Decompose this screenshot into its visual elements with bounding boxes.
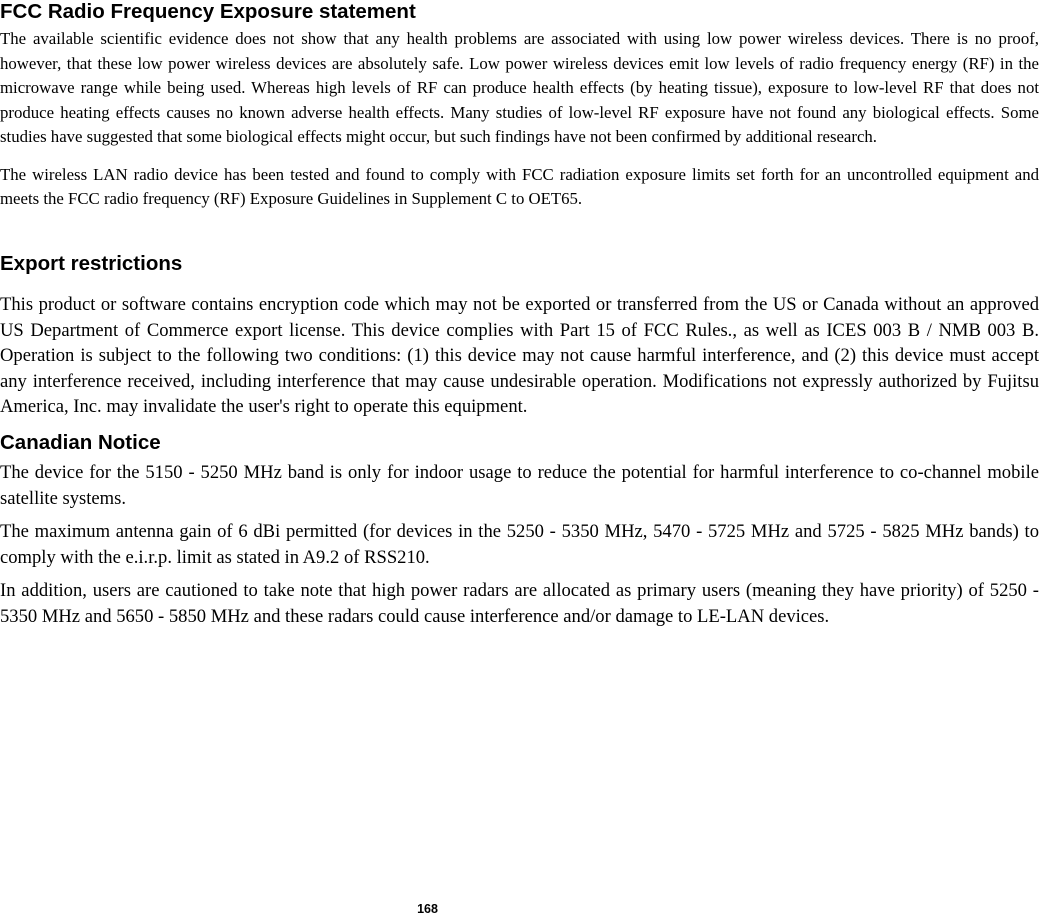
paragraph: The available scientific evidence does not show that any health problems are associated with using low power wireless devices. There is no proof, however, that these low power wireless devices are absolutely safe. Low power wireless devices emit low levels of radio frequency energy (RF) in the microwave range while being used. Whereas high levels of RF can produce health effects (by heating tissue), exposure to low-level RF that does not produce heating effects causes no known adverse health effects. Many studies of low-level RF exposure have not found any biological effects. Some studies have suggested that some biological effects might occur, but such findings have not been confirmed by additional research.: [0, 29, 1039, 146]
section-fcc-rf-exposure: [0, 27, 1039, 212]
section-export-restrictions: [0, 292, 1039, 420]
heading-fcc-rf-exposure: FCC Radio Frequency Exposure statement: [0, 0, 416, 23]
paragraph: In addition, users are cautioned to take note that high power radars are allocated as primary users (meaning they have priority) of 5250 - 5350 MHz and 5650 - 5850 MHz and these radars could cause interference and/or damage to LE-LAN devices.: [0, 580, 1039, 627]
heading-export-restrictions: Export restrictions: [0, 252, 183, 275]
paragraph: This product or software contains encryption code which may not be exported or transferred from the US or Canada without an approved US Department of Commerce export license. This device complies with Part 15 of FCC Rules., as well as ICES 003 B / NMB 003 B. Operation is subject to the following two conditions: (1) this device may not cause harmful interference, and (2) this device must accept any interference received, including interference that may cause undesirable operation. Modifications not expressly authorized by Fujitsu America, Inc. may invalidate the user's right to operate this equipment.: [0, 294, 1039, 417]
paragraph: The wireless LAN radio device has been tested and found to comply with FCC radiation exposure limits set forth for an uncontrolled equipment and meets the FCC radio frequency (RF) Exposure Guidelines in Supplement C to OET65.: [0, 164, 1039, 208]
page-number: 168: [417, 902, 438, 916]
paragraph: The device for the 5150 - 5250 MHz band is only for indoor usage to reduce the potential for harmful interference to co-channel mobile satellite systems.: [0, 462, 1039, 509]
paragraph: The maximum antenna gain of 6 dBi permitted (for devices in the 5250 - 5350 MHz, 5470 - 5725 MHz and 5725 - 5825 MHz bands) to comply with the e.i.r.p. limit as stated in A9.2 of RSS210.: [0, 521, 1039, 568]
section-canadian-notice: [0, 460, 1039, 637]
heading-canadian-notice: Canadian Notice: [0, 431, 161, 454]
